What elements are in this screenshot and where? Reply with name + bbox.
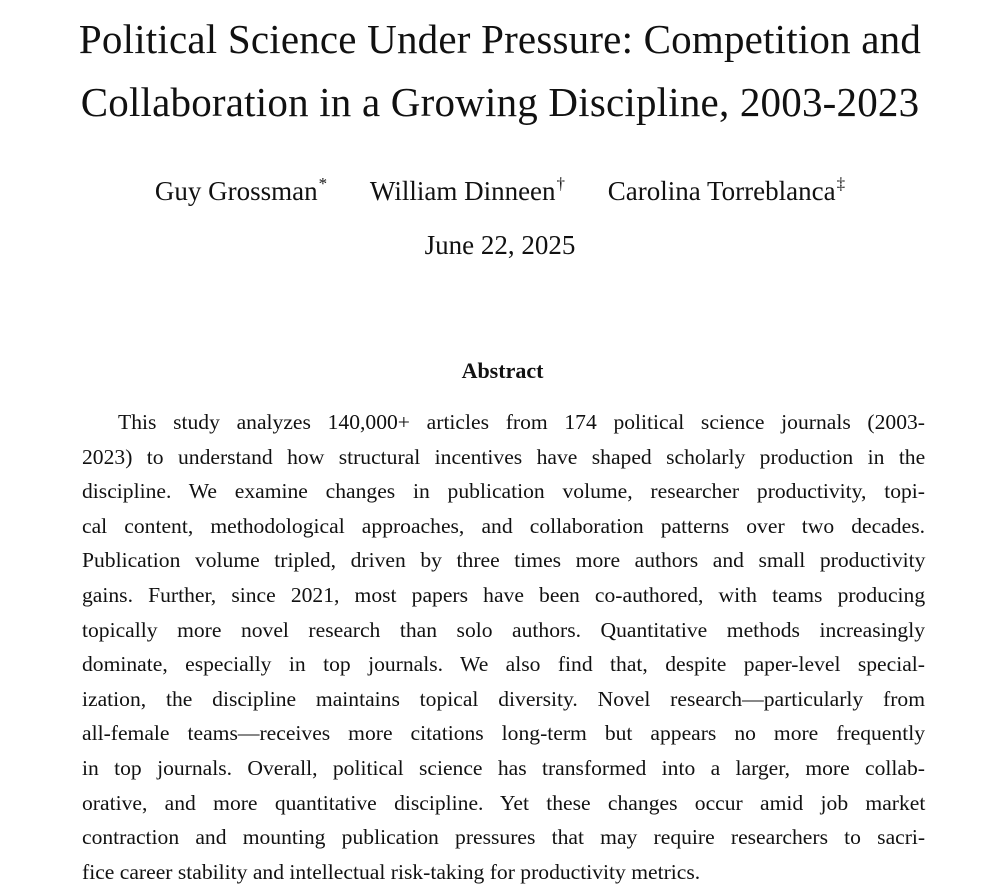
abstract-line: Publication volume tripled, driven by three times more authors and small productivity [82, 548, 926, 573]
author-name: Guy Grossman [154, 176, 318, 206]
abstract-line: gains. Further, since 2021, most papers have been co-authored, with teams producing [82, 582, 926, 607]
abstract-heading: Abstract [461, 358, 544, 383]
author-name: Carolina Torreblanca [607, 176, 836, 206]
author-name: William Dinneen [369, 176, 556, 206]
abstract-line: dominate, especially in top journals. We also find that, despite paper-level special- [82, 652, 926, 677]
author-footnote-mark: ‡ [836, 174, 846, 193]
author-grossman [155, 164, 327, 211]
paper-title [0, 8, 1000, 134]
author-torreblanca [608, 164, 845, 211]
abstract-line: This study analyzes 140,000+ articles from 174 political science journals (2003- [118, 410, 925, 434]
abstract-line: discipline. We examine changes in publication volume, researcher productivity, topi- [82, 479, 925, 504]
abstract-line: topically more novel research than solo authors. Quantitative methods increasingly [82, 617, 925, 642]
abstract-line: orative, and more quantitative discipline. Yet these changes occur amid job market [82, 790, 926, 815]
author-footnote-mark: * [318, 174, 328, 193]
abstract-line: all-female teams—receives more citations long-term but appears no more frequently [82, 721, 925, 746]
abstract-line: cal content, methodological approaches, and collaboration patterns over two decades. [82, 513, 925, 538]
abstract-line: 2023) to understand how structural incentives have shaped scholarly production in the [82, 444, 926, 469]
author-footnote-mark: † [556, 174, 566, 193]
abstract-line: ization, the discipline maintains topical diversity. Novel research—particularly from [82, 686, 925, 711]
abstract-body [82, 405, 925, 889]
title-line: Political Science Under Pressure: Competition and [78, 16, 922, 62]
abstract-line: fice career stability and intellectual risk-taking for productivity metrics. [82, 859, 701, 884]
abstract-line: in top journals. Overall, political science has transformed into a larger, more collab- [82, 755, 925, 780]
title-line: Collaboration in a Growing Discipline, 2003-2023 [80, 79, 920, 125]
author-dinneen [370, 164, 565, 211]
abstract-line: contraction and mounting publication pressures that may require researchers to sacri- [82, 825, 926, 850]
author-list [0, 164, 1000, 211]
paper-date: June 22, 2025 [424, 230, 576, 260]
